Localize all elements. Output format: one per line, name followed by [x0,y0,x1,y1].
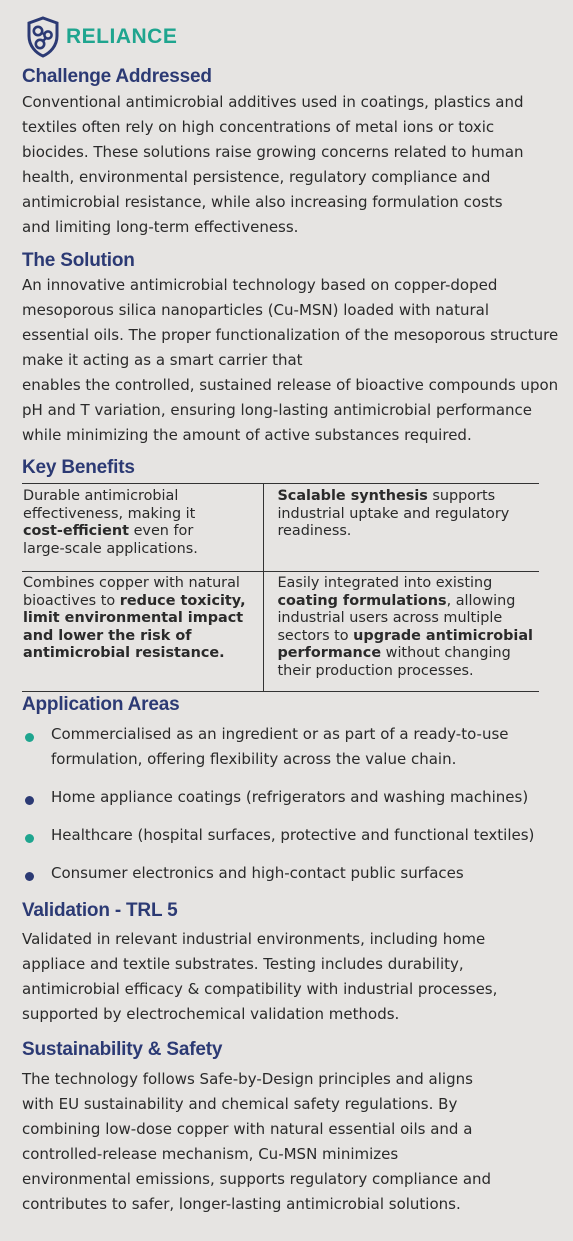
validation-text: Validated in relevant industrial environments, including home appliace and textile substrates. Testing includes durability, antimicrobial efficacy & compatibility with industrial processes, supported by electrochemical validation methods. [22,930,498,1023]
list-item: Consumer electronics and high-contact public surfaces [22,861,567,886]
sustainability-heading: Sustainability & Safety [22,1039,223,1060]
brand-name: RELIANCE [66,25,178,48]
list-item: Commercialised as an ingredient or as part of a ready-to-use formulation, offering flexibility across the value chain. [22,722,567,772]
bullet-dot [25,872,34,881]
benefit-cell-copper: Combines copper with natural bioactives to reduce toxicity, limit environmental impact and lower the risk of antimicrobial resistance. [22,572,264,692]
benefit-cell-integration: Easily integrated into existing coating formulations, allowing industrial users across multiple sectors to upgrade antimicrobial performance without changing their production processes. [264,572,539,692]
solution-heading: The Solution [22,250,135,271]
applications-heading: Application Areas [22,694,180,715]
validation-heading: Validation - TRL 5 [22,900,178,921]
solution-text: An innovative antimicrobial technology based on copper-doped mesoporous silica nanoparticles (Cu-MSN) loaded with natural essential oils. The proper functionalization of the mesoporous structure make it acting as a smart carrier that enables the controlled, sustained release of bioactive compounds upon pH and T variation, ensuring long-lasting antimicrobial performance while minimizing the amount of active substances required. [22,276,559,444]
challenge-heading: Challenge Addressed [22,66,212,87]
benefit-cell-scalable: Scalable synthesis supports industrial uptake and regulatory readiness. [264,484,539,572]
challenge-text: Conventional antimicrobial additives used in coatings, plastics and textiles often rely on high concentrations of metal ions or toxic biocides. These solutions raise growing concerns related to human health, environmental persistence, regulatory compliance and antimicrobial resistance, while also increasing formulation costs and limiting long-term effectiveness. [22,93,524,236]
benefits-heading: Key Benefits [22,457,135,478]
brand-logo [26,16,177,58]
bullet-dot [25,834,34,843]
sustainability-text: The technology follows Safe-by-Design principles and aligns with EU sustainability and chemical safety regulations. By combining low-dose copper with natural essential oils and a controlled-release mechanism, Cu-MSN minimizes environmental emissions, supports regulatory compliance and contributes to safer, longer-lasting antimicrobial solutions. [22,1070,492,1213]
applications-list [22,722,567,899]
list-item: Healthcare (hospital surfaces, protective and functional textiles) [22,823,567,848]
shield-molecule-icon [26,16,60,58]
list-item: Home appliance coatings (refrigerators and washing machines) [22,785,567,810]
bullet-dot [25,796,34,805]
benefits-table [22,483,539,692]
benefit-cell-durable: Durable antimicrobial effectiveness, making it cost-efficient even for large-scale applications. [22,484,264,572]
bullet-dot [25,733,34,742]
